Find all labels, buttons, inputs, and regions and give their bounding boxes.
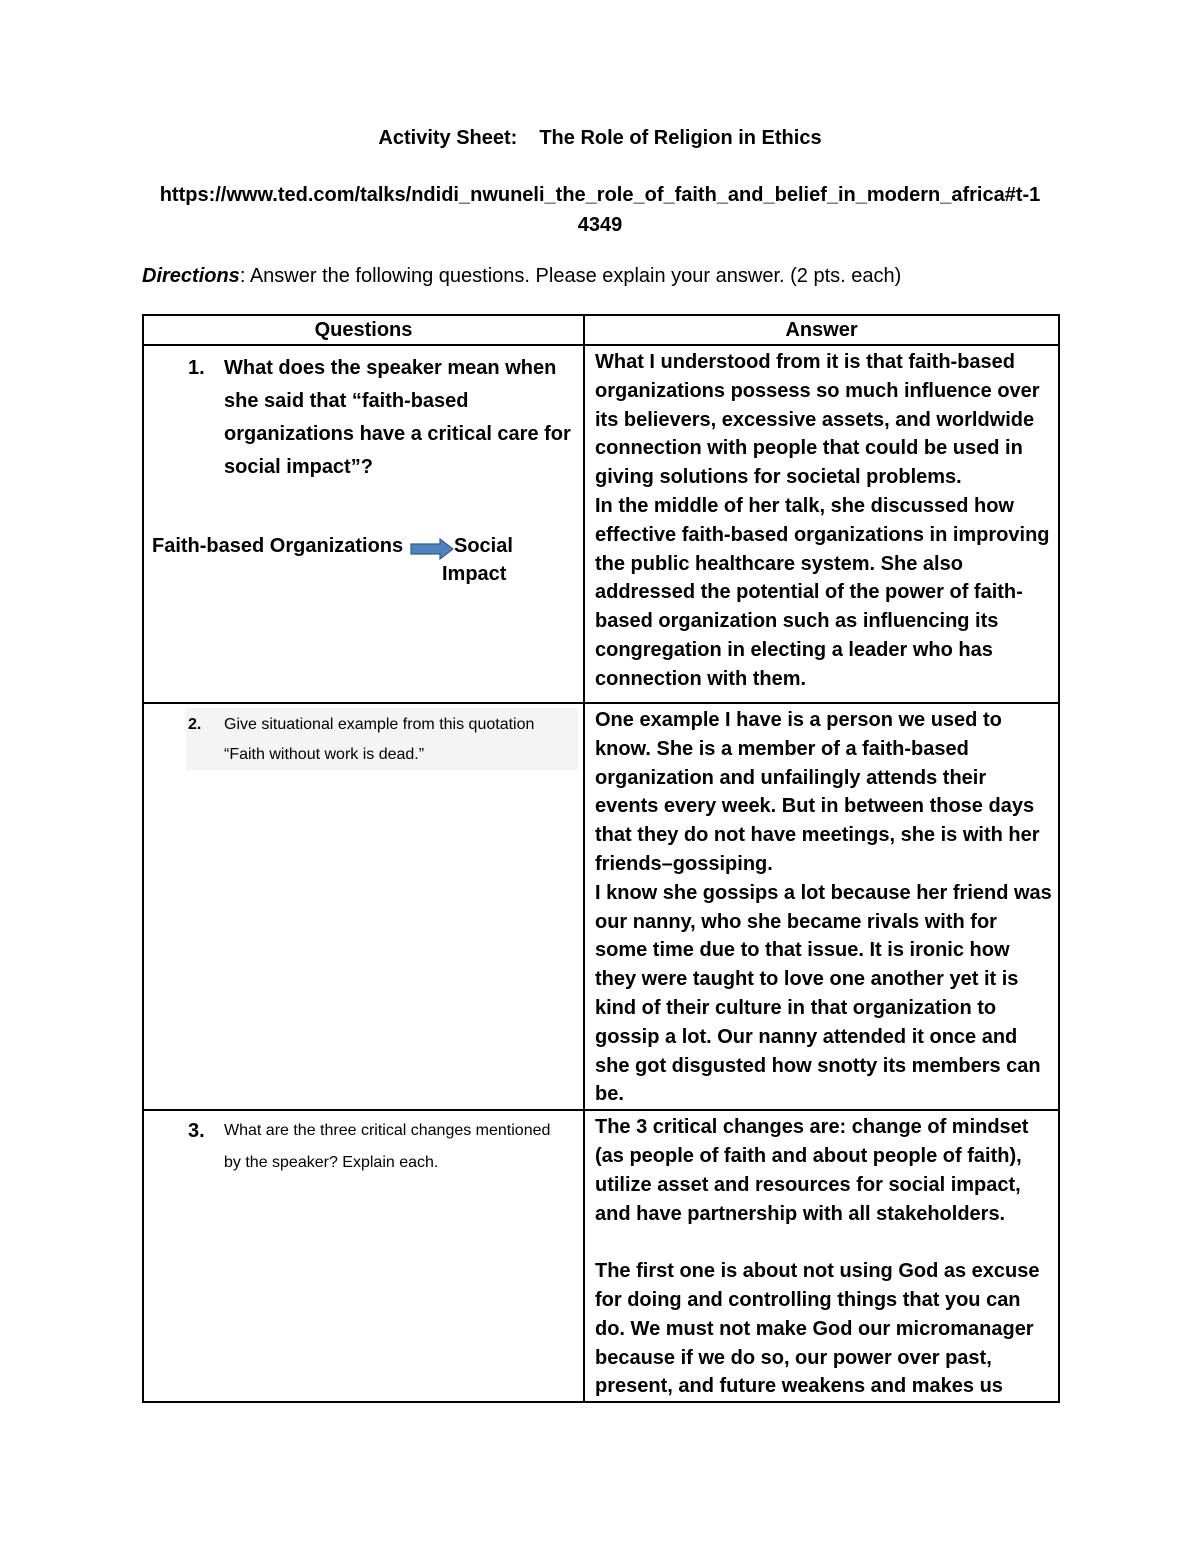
table-row xyxy=(143,345,1059,703)
table-header-row xyxy=(143,315,1059,345)
answer-paragraph: What I understood from it is that faith-based organizations possess so much influence over its believers, excessive assets, and worldwide connection with people that could be used in giving solutions for societal problems. xyxy=(595,351,1040,489)
right-arrow-icon xyxy=(410,538,454,560)
flow-diagram xyxy=(152,532,572,592)
question-number: 3. xyxy=(188,1120,205,1143)
questions-header: Questions xyxy=(143,315,584,345)
question-text: Give situational example from this quotation “Faith without work is dead.” xyxy=(224,716,535,763)
source-url-line-2[interactable]: 4349 xyxy=(577,214,623,236)
questions-table xyxy=(142,314,1060,1403)
source-url-line-1[interactable]: https://www.ted.com/talks/ndidi_nwuneli_the_role_of_faith_and_belief_in_modern_africa#t-1 xyxy=(159,184,1041,206)
question-text: What are the three critical changes mentioned by the speaker? Explain each. xyxy=(224,1122,551,1172)
answer-paragraph: One example I have is a person we used to know. She is a member of a faith-based organization and unfailingly attends their events every week. But in between those days that they do not have meetings, she is with her friends–gossiping. xyxy=(595,709,1040,875)
question-number: 1. xyxy=(188,357,205,379)
answer-cell xyxy=(584,345,1059,703)
flow-from-label: Faith-based Organizations xyxy=(152,535,404,557)
flow-to-label-line-2: Impact xyxy=(442,563,507,585)
title-text: The Role of Religion in Ethics xyxy=(539,127,822,149)
source-url[interactable] xyxy=(0,180,1200,240)
question-number: 2. xyxy=(188,716,202,733)
answer-paragraph: I know she gossips a lot because her friend was our nanny, who she became rivals with for some time due to that issue. It is ironic how they were taught to love one another yet it is kind of their culture in that organization to gossip a lot. Our nanny attended it once and she got disgusted how snotty its members can be. xyxy=(595,881,1052,1106)
answer-blank-line xyxy=(595,1228,1052,1257)
question-cell xyxy=(143,1110,584,1402)
flow-to-label-line-1: Social xyxy=(454,535,513,557)
title-label: Activity Sheet: xyxy=(378,127,518,149)
answer-cell xyxy=(584,703,1059,1110)
answer-paragraph: In the middle of her talk, she discussed how effective faith-based organizations in improving the public healthcare system. She also addressed the potential of the power of faith-based organization such as influencing its congregation in electing a leader who has connection with them. xyxy=(595,494,1050,690)
question-cell xyxy=(143,703,584,1110)
table-row xyxy=(143,703,1059,1110)
directions-text: : Answer the following questions. Please explain your answer. (2 pts. each) xyxy=(239,265,902,287)
answer-paragraph: The first one is about not using God as excuse for doing and controlling things that you can do. We must not make God our micromanager because if we do so, our power over past, present, and future weakens and makes us xyxy=(595,1260,1040,1398)
question-text: What does the speaker mean when she said that “faith-based organizations have a critical care for social impact”? xyxy=(224,357,571,478)
right-arrow-shape xyxy=(411,539,453,559)
answer-paragraph: The 3 critical changes are: change of mindset (as people of faith and about people of faith), utilize asset and resources for social impact, and have partnership with all stakeholders. xyxy=(595,1116,1029,1225)
answer-header: Answer xyxy=(584,315,1059,345)
question-cell xyxy=(143,345,584,703)
page-title xyxy=(0,124,1200,152)
table-row xyxy=(143,1110,1059,1402)
directions-label: Directions xyxy=(142,265,240,287)
answer-cell xyxy=(584,1110,1059,1402)
directions xyxy=(142,262,1102,290)
